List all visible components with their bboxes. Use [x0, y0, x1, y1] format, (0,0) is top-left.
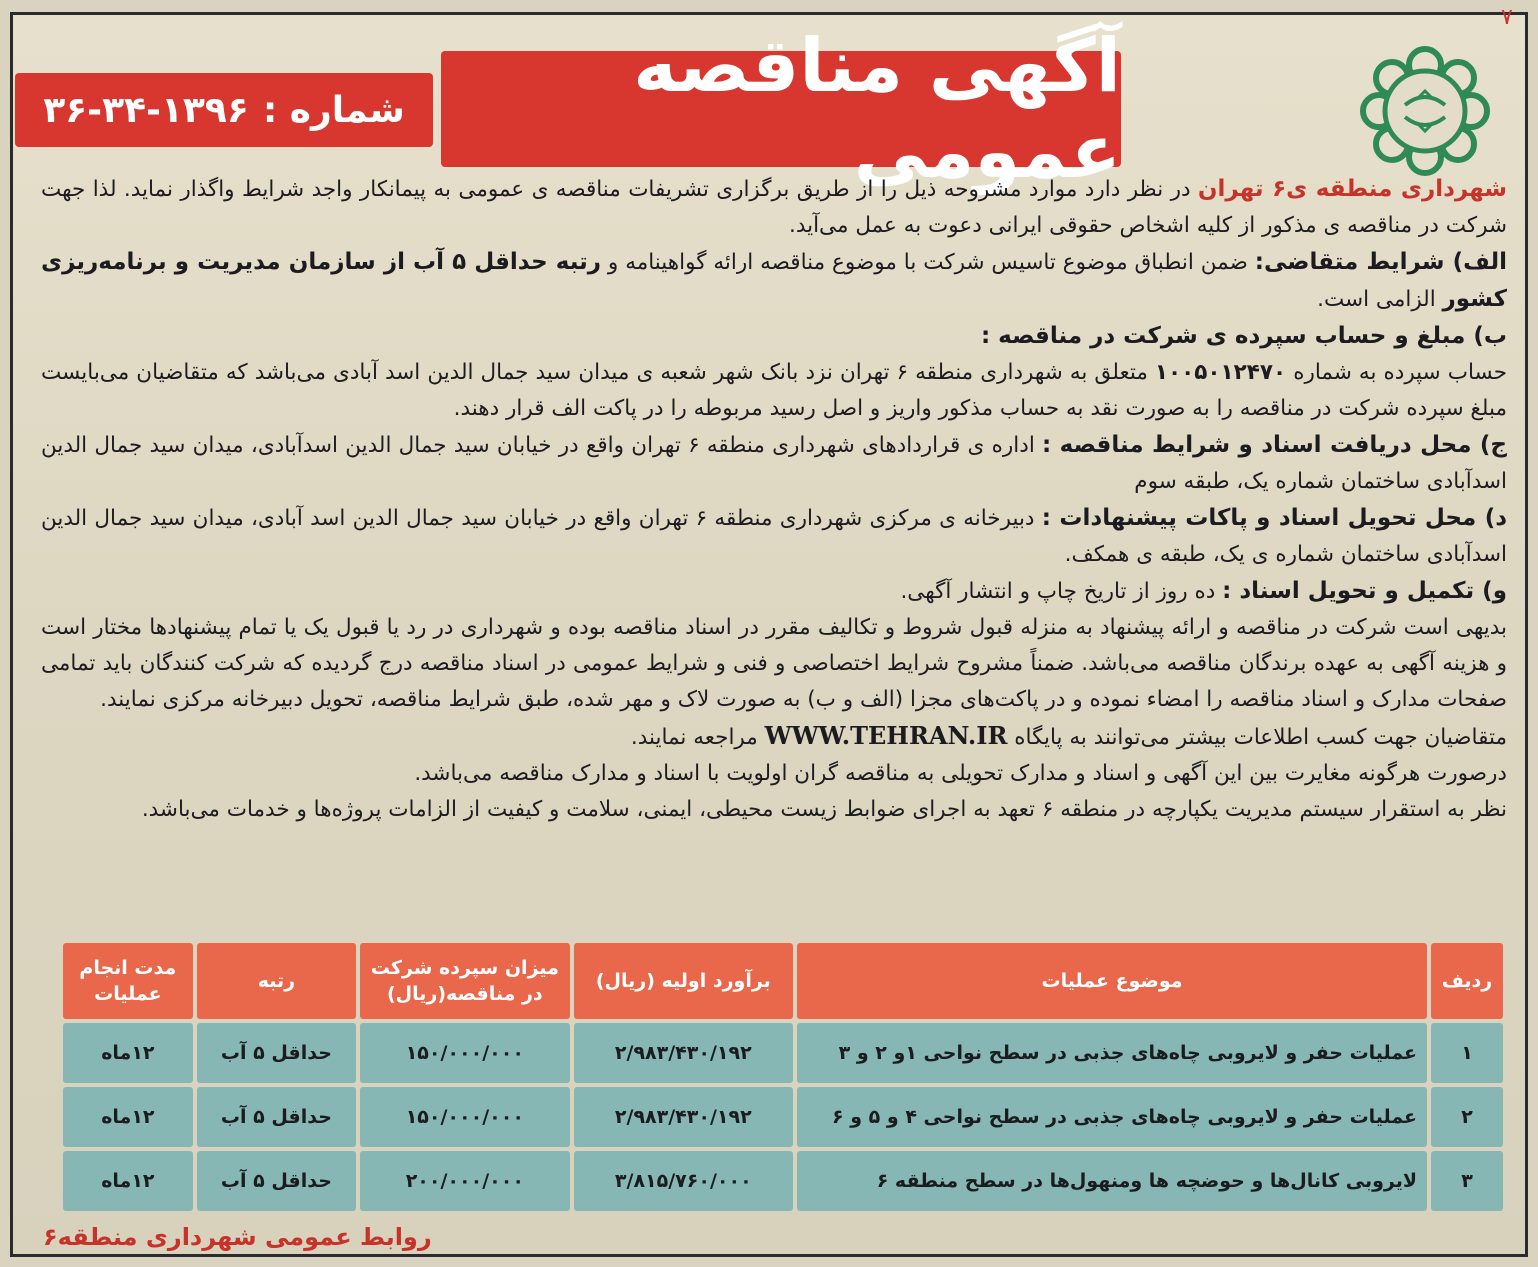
account-number: ۱۰۰۵۰۱۲۴۷۰ [1154, 360, 1287, 385]
section-a-heading: الف) شرایط متقاضی: [1254, 249, 1507, 275]
org-name: شهرداری منطقه ی۶ تهران [1197, 176, 1507, 202]
section-e [41, 573, 1507, 610]
cell-grade: حداقل ۵ آب [197, 1023, 356, 1083]
footer-signature: روابط عمومی شهرداری منطقه۶ [43, 1223, 432, 1251]
col-row-header: ردیف [1431, 943, 1503, 1019]
cell-row: ۲ [1431, 1087, 1503, 1147]
terms-p2-a: متقاضیان جهت کسب اطلاعات بیشتر می‌توانند به پایگاه [1007, 725, 1507, 750]
cell-grade: حداقل ۵ آب [197, 1087, 356, 1147]
cell-row: ۳ [1431, 1151, 1503, 1211]
intro-paragraph [41, 171, 1507, 244]
section-a-text1: ضمن انطباق موضوع تاسیس شرکت با موضوع مناقصه ارائه گواهینامه و [600, 250, 1255, 275]
col-duration-header: مدت انجام عملیات [63, 943, 193, 1019]
tender-number-value: ۳۶-۳۴-۱۳۹۶ [43, 89, 249, 131]
table-row [63, 1151, 1503, 1211]
website-link[interactable]: WWW.TEHRAN.IR [764, 721, 1008, 750]
terms-paragraph-4: نظر به استقرار سیستم مدیریت یکپارچه در منطقه ۶ تعهد به اجرای ضوابط زیست محیطی، ایمنی، سلامت و کیفیت از الزامات پروژه‌ها و خدمات می‌باشد. [141, 797, 1507, 822]
section-c-text: اداره ی قراردادهای شهرداری منطقه ۶ تهران واقع در خیابان سید جمال الدین اسدآبادی، میدان سید جمال الدین اسدآبادی ساختمان شماره یک، طبقه سوم [41, 433, 1507, 494]
col-subject-header: موضوع عملیات [797, 943, 1427, 1019]
tender-number-badge [15, 73, 433, 147]
section-b [41, 318, 1507, 427]
table-row [63, 1023, 1503, 1083]
table-row [63, 1087, 1503, 1147]
cell-deposit: ۱۵۰/۰۰۰/۰۰۰ [360, 1023, 569, 1083]
section-a [41, 244, 1507, 318]
tender-number-label: شماره : [262, 89, 405, 131]
section-a-bold: رتبه حداقل ۵ آب از سازمان مدیریت و برنامه‌ریزی کشور [41, 249, 1507, 312]
section-b-text1: حساب سپرده به شماره [1286, 360, 1508, 385]
cell-deposit: ۱۵۰/۰۰۰/۰۰۰ [360, 1087, 569, 1147]
cell-duration: ۱۲ماه [63, 1151, 193, 1211]
cell-estimate: ۲/۹۸۳/۴۳۰/۱۹۲ [574, 1087, 794, 1147]
section-b-text2: متعلق به شهرداری منطقه ۶ تهران نزد بانک شهر شعبه ی میدان سید جمال الدین اسد آبادی می‌باشد که متقاضیان می‌بایست مبلغ سپرده شرکت در مناقصه را به صورت نقد به حساب مذکور واریز و اصل رسید مربوطه را در پاکت الف قرار دهند. [41, 360, 1507, 421]
section-e-heading: و) تکمیل و تحویل اسناد : [1222, 578, 1507, 604]
corner-mark: ٧ [1501, 5, 1513, 30]
announcement-body [41, 171, 1507, 828]
cell-deposit: ۲۰۰/۰۰۰/۰۰۰ [360, 1151, 569, 1211]
tehran-municipality-logo [1359, 45, 1491, 177]
section-c-heading: ج) محل دریافت اسناد و شرایط مناقصه : [1042, 432, 1507, 458]
cell-estimate: ۳/۸۱۵/۷۶۰/۰۰۰ [574, 1151, 794, 1211]
cell-estimate: ۲/۹۸۳/۴۳۰/۱۹۲ [574, 1023, 794, 1083]
section-d-heading: د) محل تحویل اسناد و پاکات پیشنهادات : [1041, 505, 1508, 531]
section-a-text2: الزامی است. [1317, 287, 1443, 312]
col-grade-header: رتبه [197, 943, 356, 1019]
section-d [41, 500, 1507, 573]
terms-p2-b: مراجعه نمایند. [630, 725, 765, 750]
operations-table [59, 939, 1507, 1215]
cell-grade: حداقل ۵ آب [197, 1151, 356, 1211]
section-c [41, 427, 1507, 500]
page-title: آگهی مناقصه عمومی [441, 51, 1121, 167]
cell-subject: عملیات حفر و لایروبی چاه‌های جذبی در سطح نواحی ۱و ۲ و ۳ [797, 1023, 1427, 1083]
terms-paragraph-3: درصورت هرگونه مغایرت بین این آگهی و اسناد و مدارک تحویلی به مناقصه گران اولویت با اسناد و مدارک مناقصه می‌باشد. [414, 761, 1507, 786]
cell-row: ۱ [1431, 1023, 1503, 1083]
newspaper-clipping [10, 5, 1528, 1257]
table-header-row [63, 943, 1503, 1019]
terms-paragraph-1: بدیهی است شرکت در مناقصه و ارائه پیشنهاد به منزله قبول شروط و تکالیف مقرر در اسناد مناقصه بوده و شهرداری در رد یا قبول یک یا تمام پیشنهادها مختار است و هزینه آگهی به عهده برندگان مناقصه می‌باشد. ضمناً مشروح شرایط اختصاصی و فنی و شرایط عمومی در اسناد مناقصه درج گردیده که شرکت کنندگان باید تمامی صفحات مدارک و اسناد مناقصه را امضاء نموده و در پاکت‌های مجزا (الف و ب) به صورت لاک و مهر شده، طبق شرایط مناقصه، تحویل دبیرخانه مرکزی نمایند. [41, 615, 1507, 712]
terms-paragraph-2 [41, 718, 1507, 756]
intro-text: در نظر دارد موارد مشروحه ذیل را از طریق برگزاری تشریفات مناقصه ی عمومی به پیمانکار واجد شرایط واگذار نماید. لذا جهت شرکت در مناقصه ی مذکور از کلیه اشخاص حقوقی ایرانی دعوت به عمل می‌آید. [41, 177, 1507, 238]
cell-duration: ۱۲ماه [63, 1087, 193, 1147]
section-d-text: دبیرخانه ی مرکزی شهرداری منطقه ۶ تهران واقع در خیابان سید جمال الدین اسد آبادی، میدان سید جمال الدین اسدآبادی ساختمان شماره ی یک، طبقه ی همکف. [41, 506, 1507, 567]
col-estimate-header: برآورد اولیه (ریال) [574, 943, 794, 1019]
cell-duration: ۱۲ماه [63, 1023, 193, 1083]
cell-subject: عملیات حفر و لایروبی چاه‌های جذبی در سطح نواحی ۴ و ۵ و ۶ [797, 1087, 1427, 1147]
section-b-heading: ب) مبلغ و حساب سپرده ی شرکت در مناقصه : [980, 323, 1507, 349]
section-e-text: ده روز از تاریخ چاپ و انتشار آگهی. [900, 579, 1223, 604]
col-deposit-header: میزان سپرده شرکت در مناقصه(ریال) [360, 943, 569, 1019]
cell-subject: لایروبی کانال‌ها و حوضچه ها ومنهول‌ها در سطح منطقه ۶ [797, 1151, 1427, 1211]
